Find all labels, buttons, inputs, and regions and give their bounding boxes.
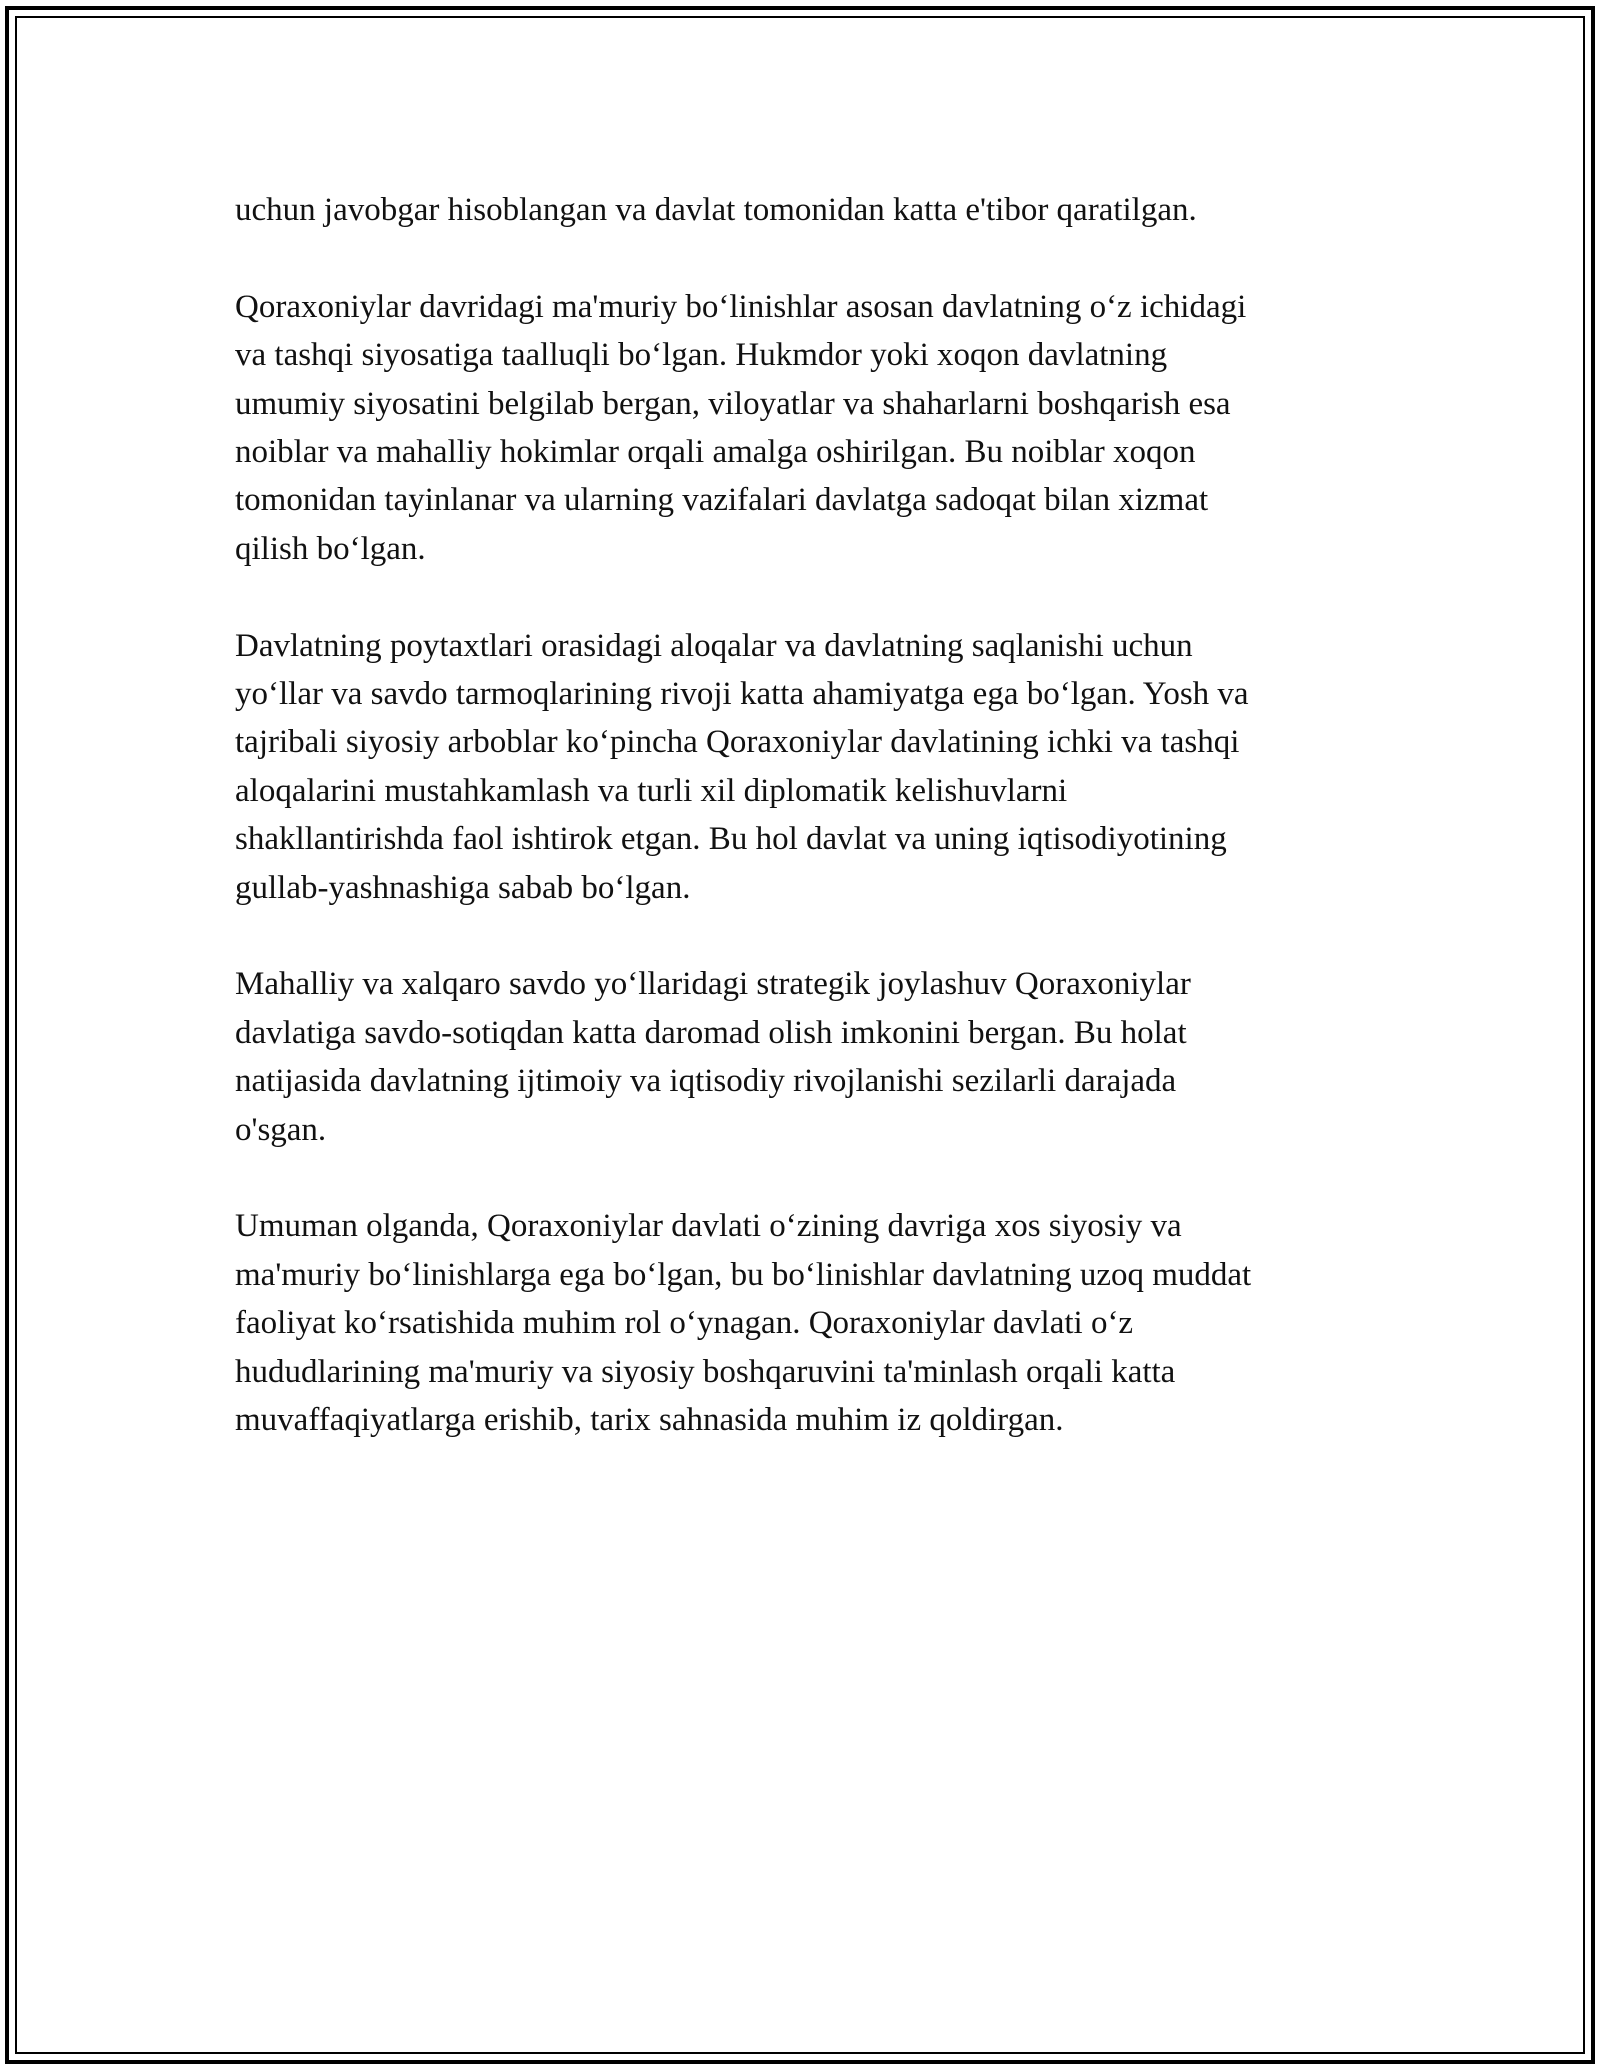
text-line: faoliyat ko‘rsatishida muhim rol o‘ynagan. Qoraxoniylar davlati o‘z [235,1305,1134,1342]
text-line: Qoraxoniylar davridagi ma'muriy bo‘linishlar asosan davlatning o‘z ichidagi [235,288,1247,325]
text-line: qilish bo‘lgan. [235,530,426,567]
paragraph-2 [235,283,1375,573]
text-line: Davlatning poytaxtlari orasidagi aloqalar va davlatning saqlanishi uchun [235,627,1193,664]
text-line: natijasida davlatning ijtimoiy va iqtisodiy rivojlanishi sezilarli darajada [235,1063,1177,1100]
text-line: aloqalarini mustahkamlash va turli xil diplomatik kelishuvlarni [235,772,1068,809]
paragraph-5 [235,1202,1375,1444]
paragraph-3 [235,622,1375,912]
paragraph-4 [235,960,1375,1154]
text-line: tajribali siyosiy arboblar ko‘pincha Qoraxoniylar davlatining ichki va tashqi [235,724,1240,761]
text-line: shakllantirishda faol ishtirok etgan. Bu hol davlat va uning iqtisodiyotining [235,821,1227,858]
text-line: yo‘llar va savdo tarmoqlarining rivoji katta ahamiyatga ega bo‘lgan. Yosh va [235,676,1249,713]
text-line: Umuman olganda, Qoraxoniylar davlati o‘zining davriga xos siyosiy va [235,1208,1182,1245]
text-line: uchun javobgar hisoblangan va davlat tomonidan katta e'tibor qaratilgan. [235,192,1197,228]
text-line: o'sgan. [235,1111,327,1148]
text-line: Mahalliy va xalqaro savdo yo‘llaridagi strategik joylashuv Qoraxoniylar [235,966,1191,1003]
text-line: umumiy siyosatini belgilab bergan, viloyatlar va shaharlarni boshqarish esa [235,385,1231,422]
text-line: va tashqi siyosatiga taalluqli bo‘lgan. Hukmdor yoki xoqon davlatning [235,337,1168,374]
text-line: gullab-yashnashiga sabab bo‘lgan. [235,869,691,906]
text-line: hududlarining ma'muriy va siyosiy boshqaruvini ta'minlash orqali katta [235,1353,1176,1390]
text-line: davlatiga savdo-sotiqdan katta daromad olish imkonini bergan. Bu holat [235,1014,1187,1051]
document-body [235,186,1375,1493]
text-line: noiblar va mahalliy hokimlar orqali amalga oshirilgan. Bu noiblar xoqon [235,434,1196,471]
paragraph-1 [235,186,1375,234]
text-line: tomonidan tayinlanar va ularning vazifalari davlatga sadoqat bilan xizmat [235,482,1209,519]
text-line: ma'muriy bo‘linishlarga ega bo‘lgan, bu bo‘linishlar davlatning uzoq muddat [235,1256,1252,1293]
text-line: muvaffaqiyatlarga erishib, tarix sahnasida muhim iz qoldirgan. [235,1402,1064,1439]
